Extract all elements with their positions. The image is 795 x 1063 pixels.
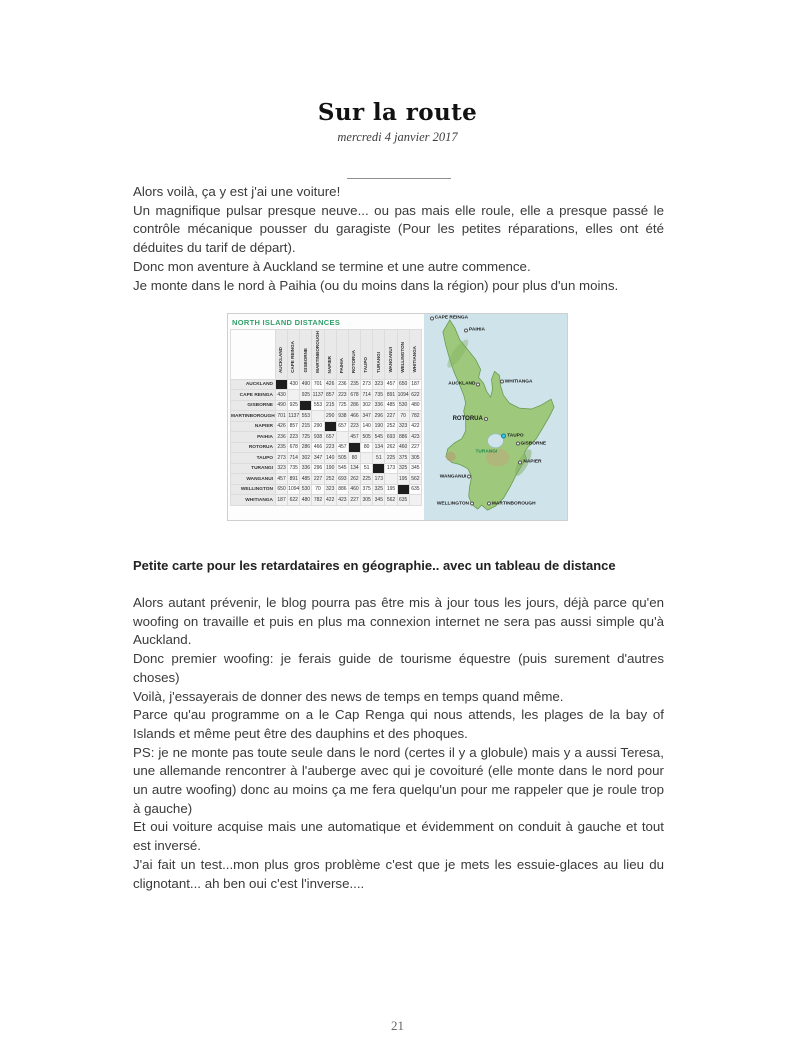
distance-cell: 305: [361, 495, 373, 506]
paragraph: Parce qu'au programme on a le Cap Renga qui nous attends, les plages de la bay of Islands et même peut être des dauphins et des phoques.: [133, 707, 664, 741]
distance-cell: 622: [409, 390, 421, 401]
distance-cell: 347: [361, 411, 373, 422]
distance-cell: [385, 474, 397, 485]
distance-cell: 457: [276, 474, 288, 485]
distance-cell: 530: [300, 484, 312, 495]
distance-cell: 857: [324, 390, 336, 401]
distance-cell: 782: [312, 495, 324, 506]
figure-caption: Petite carte pour les retardataires en géographie.. avec un tableau de distance: [133, 558, 616, 573]
distance-cell: 490: [300, 379, 312, 390]
distance-cell: 323: [276, 463, 288, 474]
distance-cell: 134: [373, 442, 385, 453]
distance-cell: 347: [312, 453, 324, 464]
column-header: TURANGI: [373, 330, 385, 380]
distance-cell: 925: [288, 400, 300, 411]
distance-cell: 140: [361, 421, 373, 432]
distance-cell: 545: [373, 432, 385, 443]
map-label-paihia: [464, 328, 485, 333]
distance-cell: 187: [409, 379, 421, 390]
map-marker-icon: [467, 475, 471, 479]
distance-cell: 480: [409, 400, 421, 411]
distance-cell: 227: [348, 495, 360, 506]
distance-cell: 562: [409, 474, 421, 485]
distance-cell: 657: [324, 432, 336, 443]
distance-table-title: NORTH ISLAND DISTANCES: [232, 318, 341, 327]
distance-cell: 891: [288, 474, 300, 485]
map-label-text: PAIHIA: [469, 327, 485, 333]
distance-cell: 296: [373, 411, 385, 422]
distance-cell: 290: [324, 411, 336, 422]
paragraph: Et oui voiture acquise mais une automatique et évidemment on conduit à gauche et tout est inversé.: [133, 819, 664, 854]
map-marker-icon: [476, 382, 480, 386]
distance-cell: 227: [312, 474, 324, 485]
map-label-text: WELLINGTON: [436, 501, 470, 507]
page-number: 21: [391, 1018, 404, 1033]
distance-cell: 195: [385, 484, 397, 495]
distance-cell: 70: [312, 484, 324, 495]
distance-cell: 286: [300, 442, 312, 453]
distance-cell: 457: [348, 432, 360, 443]
row-header: GISBORNE: [231, 400, 276, 411]
distance-cell: 505: [361, 432, 373, 443]
column-header: CAPE REINGA: [288, 330, 300, 380]
intro-paragraphs: [133, 183, 664, 295]
distance-cell: [300, 400, 312, 411]
distance-cell: 650: [276, 484, 288, 495]
distance-cell: 701: [312, 379, 324, 390]
distance-cell: 273: [361, 379, 373, 390]
distance-cell: [361, 453, 373, 464]
column-header: TAUPO: [361, 330, 373, 380]
distance-cell: 886: [397, 432, 409, 443]
distance-cell: 457: [385, 379, 397, 390]
row-header: WHITIANGA: [231, 495, 276, 506]
distance-cell: 286: [348, 400, 360, 411]
map-label-text: TURANGI: [475, 449, 498, 455]
distance-cell: 635: [409, 484, 421, 495]
row-header: NAPIER: [231, 421, 276, 432]
distance-cell: 505: [336, 453, 348, 464]
distance-cell: [288, 390, 300, 401]
distance-cell: 650: [397, 379, 409, 390]
map-label-text: GISBORNE: [520, 441, 547, 447]
map-label-napier: [518, 460, 541, 465]
distance-cell: 635: [397, 495, 409, 506]
distance-cell: 891: [385, 390, 397, 401]
distance-cell: 323: [324, 484, 336, 495]
row-header: ROTORUA: [231, 442, 276, 453]
distance-cell: 423: [409, 432, 421, 443]
post-date: mercredi 4 janvier 2017: [337, 130, 458, 144]
map-label-rotorua: [453, 416, 488, 422]
table-row: [231, 442, 422, 453]
distance-cell: 485: [300, 474, 312, 485]
distance-cell: [324, 421, 336, 432]
distance-cell: 302: [361, 400, 373, 411]
table-row: [231, 432, 422, 443]
distance-cell: 195: [397, 474, 409, 485]
distance-cell: 336: [373, 400, 385, 411]
distance-cell: 466: [348, 411, 360, 422]
distance-cell: 215: [324, 400, 336, 411]
distance-cell: 227: [385, 411, 397, 422]
distance-cell: 323: [373, 379, 385, 390]
distance-cell: 678: [288, 442, 300, 453]
distance-cell: 236: [276, 432, 288, 443]
distance-cell: [373, 463, 385, 474]
distance-cell: 457: [336, 442, 348, 453]
distance-cell: 290: [312, 421, 324, 432]
table-row: [231, 474, 422, 485]
distance-cell: 225: [361, 474, 373, 485]
distance-cell: 938: [336, 411, 348, 422]
distance-cell: [409, 495, 421, 506]
north-island-map: [424, 314, 567, 520]
distance-cell: 70: [397, 411, 409, 422]
paragraph: PS: je ne monte pas toute seule dans le nord (certes il y a globule) mais y a aussi Teresa, une allemande rencontrer à l'auberge avec qui je covoituré (elle monte dans le nord pour un autre woofing) donc au moins ça me fera quelqu'un pour me rappeler que je roule trop à gauche): [133, 744, 664, 816]
map-label-text: ROTORUA: [452, 416, 483, 423]
distance-cell: 235: [276, 442, 288, 453]
paragraph: J'ai fait un test...mon plus gros problème c'est que je mets les essuie-glaces au lieu du clignotant... ah ben oui c'est l'inverse....: [133, 856, 664, 891]
paragraph: Donc premier woofing: je ferais guide de tourisme équestre (puis surement d'autres choses): [133, 651, 664, 685]
distance-cell: 460: [348, 484, 360, 495]
distance-cell: 925: [300, 390, 312, 401]
distance-cell: 80: [348, 453, 360, 464]
paragraph: Alors voilà, ça y est j'ai une voiture!: [133, 184, 341, 199]
column-header: GISBORNE: [300, 330, 312, 380]
row-header: MARTINBOROUGH: [231, 411, 276, 422]
distance-cell: 426: [324, 379, 336, 390]
distance-cell: 252: [324, 474, 336, 485]
distance-cell: 693: [336, 474, 348, 485]
table-row: [231, 463, 422, 474]
distance-cell: 223: [324, 442, 336, 453]
map-label-turangi: [475, 450, 497, 455]
distance-cell: 235: [348, 379, 360, 390]
distance-cell: 782: [409, 411, 421, 422]
map-marker-icon: [464, 328, 468, 332]
distance-cell: 657: [336, 421, 348, 432]
distance-cell: 51: [361, 463, 373, 474]
table-row: [231, 453, 422, 464]
distance-cell: 223: [348, 421, 360, 432]
map-marker-icon: [518, 460, 522, 464]
map-label-text: CAPE REINGA: [434, 315, 469, 321]
map-label-wellington: [437, 501, 474, 506]
column-header: AUCKLAND: [276, 330, 288, 380]
paragraph: Alors autant prévenir, le blog pourra pas être mis à jour tous les jours, déjà parce qu'en woofing on travaille et puis en plus ma connexion internet ne sera pas aussi simple qu'à Auckland.: [133, 595, 664, 648]
distance-cell: 190: [373, 421, 385, 432]
distance-cell: 80: [361, 442, 373, 453]
distance-cell: 236: [336, 379, 348, 390]
distance-cell: [276, 379, 288, 390]
table-row: [231, 379, 422, 390]
distance-cell: 140: [324, 453, 336, 464]
map-label-gisborne: [516, 441, 547, 446]
distance-cell: 1094: [288, 484, 300, 495]
distance-cell: 938: [312, 432, 324, 443]
distance-cell: 678: [348, 390, 360, 401]
distance-cell: 693: [385, 432, 397, 443]
distance-cell: 886: [336, 484, 348, 495]
distance-cell: 325: [397, 463, 409, 474]
column-header: WELLINGTON: [397, 330, 409, 380]
distance-cell: 227: [409, 442, 421, 453]
column-header: ROTORUA: [348, 330, 360, 380]
distance-cell: 1137: [288, 411, 300, 422]
paragraph: Je monte dans le nord à Paihia (ou du moins dans la région) pour plus d'un moins.: [133, 277, 619, 293]
distance-cell: 622: [288, 495, 300, 506]
distance-cell: 325: [373, 484, 385, 495]
map-marker-icon: [487, 502, 491, 506]
row-header: TURANGI: [231, 463, 276, 474]
distance-cell: 430: [288, 379, 300, 390]
distance-cell: 215: [300, 421, 312, 432]
map-marker-icon: [516, 442, 520, 446]
distance-cell: 460: [397, 442, 409, 453]
distance-cell: 466: [312, 442, 324, 453]
map-marker-icon: [484, 417, 488, 421]
distance-cell: 375: [361, 484, 373, 495]
distance-cell: 190: [324, 463, 336, 474]
distance-cell: 485: [385, 400, 397, 411]
distance-cell: 173: [385, 463, 397, 474]
distance-cell: 545: [336, 463, 348, 474]
distance-cell: 173: [373, 474, 385, 485]
column-header: NAPIER: [324, 330, 336, 380]
distance-cell: 302: [300, 453, 312, 464]
distance-cell: 187: [276, 495, 288, 506]
distance-table-panel: [228, 314, 425, 520]
distance-cell: 134: [348, 463, 360, 474]
table-corner: [231, 330, 276, 380]
column-header: WHITIANGA: [409, 330, 421, 380]
map-label-text: NAPIER: [523, 459, 542, 465]
distance-cell: 701: [276, 411, 288, 422]
row-header: PAIHIA: [231, 432, 276, 443]
map-marker-icon: [500, 380, 504, 384]
table-row: [231, 400, 422, 411]
row-header: WANGANUI: [231, 474, 276, 485]
map-label-cape-reinga: [430, 316, 468, 321]
distance-cell: 735: [288, 463, 300, 474]
distance-cell: 714: [288, 453, 300, 464]
distance-cell: 562: [385, 495, 397, 506]
distance-cell: 426: [276, 421, 288, 432]
divider: [347, 178, 451, 179]
map-marker-icon: [501, 433, 506, 438]
row-header: TAUPO: [231, 453, 276, 464]
distance-cell: 735: [373, 390, 385, 401]
post-title: Sur la route: [317, 99, 478, 126]
distance-cell: 375: [397, 453, 409, 464]
distance-cell: 296: [312, 463, 324, 474]
distance-cell: 345: [409, 463, 421, 474]
map-marker-icon: [430, 316, 434, 320]
distance-cell: 273: [276, 453, 288, 464]
distance-cell: 223: [288, 432, 300, 443]
distance-cell: 225: [385, 453, 397, 464]
map-label-taupo: [501, 433, 523, 438]
distance-cell: 530: [397, 400, 409, 411]
distance-cell: 51: [373, 453, 385, 464]
paragraph: Donc mon aventure à Auckland se termine et une autre commence.: [133, 258, 531, 274]
row-header: WELLINGTON: [231, 484, 276, 495]
map-labels: [424, 314, 567, 520]
distance-cell: [397, 484, 409, 495]
distance-cell: 490: [276, 400, 288, 411]
distance-cell: 430: [276, 390, 288, 401]
distance-cell: 1137: [312, 390, 324, 401]
map-marker-icon: [470, 502, 474, 506]
distance-cell: [348, 442, 360, 453]
distance-cell: 553: [312, 400, 324, 411]
map-label-martinborough: [487, 501, 536, 506]
distance-cell: 336: [300, 463, 312, 474]
distance-cell: 305: [409, 453, 421, 464]
distance-cell: 480: [300, 495, 312, 506]
map-label-whitianga: [500, 379, 533, 384]
row-header: AUCKLAND: [231, 379, 276, 390]
paragraph: Voilà, j'essayerais de donner des news de temps en temps quand même.: [133, 688, 564, 704]
table-row: [231, 495, 422, 506]
distance-cell: [336, 432, 348, 443]
table-row: [231, 484, 422, 495]
distance-cell: 323: [397, 421, 409, 432]
distance-cell: 1094: [397, 390, 409, 401]
distance-cell: 262: [348, 474, 360, 485]
distance-cell: 252: [385, 421, 397, 432]
table-row: [231, 421, 422, 432]
distance-cell: 422: [409, 421, 421, 432]
distance-table: [230, 329, 422, 506]
map-label-text: MARTINBOROUGH: [491, 501, 536, 507]
column-header: PAIHIA: [336, 330, 348, 380]
distance-cell: 857: [288, 421, 300, 432]
body-paragraphs: [133, 594, 664, 893]
distance-cell: 423: [336, 495, 348, 506]
map-label-wanganui: [440, 474, 472, 479]
map-label-text: TAUPO: [507, 433, 524, 439]
column-header: MARTINBOROUGH: [312, 330, 324, 380]
distance-cell: 725: [336, 400, 348, 411]
map-label-text: WANGANUI: [439, 474, 467, 480]
column-header: WANGANUI: [385, 330, 397, 380]
distance-figure: [227, 313, 568, 521]
distance-cell: 223: [336, 390, 348, 401]
row-header: CAPE REINGA: [231, 390, 276, 401]
paragraph: Un magnifique pulsar presque neuve... ou pas mais elle roule, elle a presque passé le contrôle mécanique pousser du garagiste (Pour les petites réparations, elles ont été déduites du tarif de départ).: [133, 202, 664, 256]
table-row: [231, 411, 422, 422]
distance-cell: [312, 411, 324, 422]
distance-cell: 262: [385, 442, 397, 453]
distance-cell: 725: [300, 432, 312, 443]
distance-cell: 345: [373, 495, 385, 506]
map-label-text: AUCKLAND: [448, 381, 476, 387]
table-row: [231, 390, 422, 401]
distance-cell: 714: [361, 390, 373, 401]
distance-cell: 553: [300, 411, 312, 422]
map-label-text: WHITIANGA: [504, 379, 533, 385]
map-label-auckland: [448, 382, 480, 387]
distance-cell: 422: [324, 495, 336, 506]
